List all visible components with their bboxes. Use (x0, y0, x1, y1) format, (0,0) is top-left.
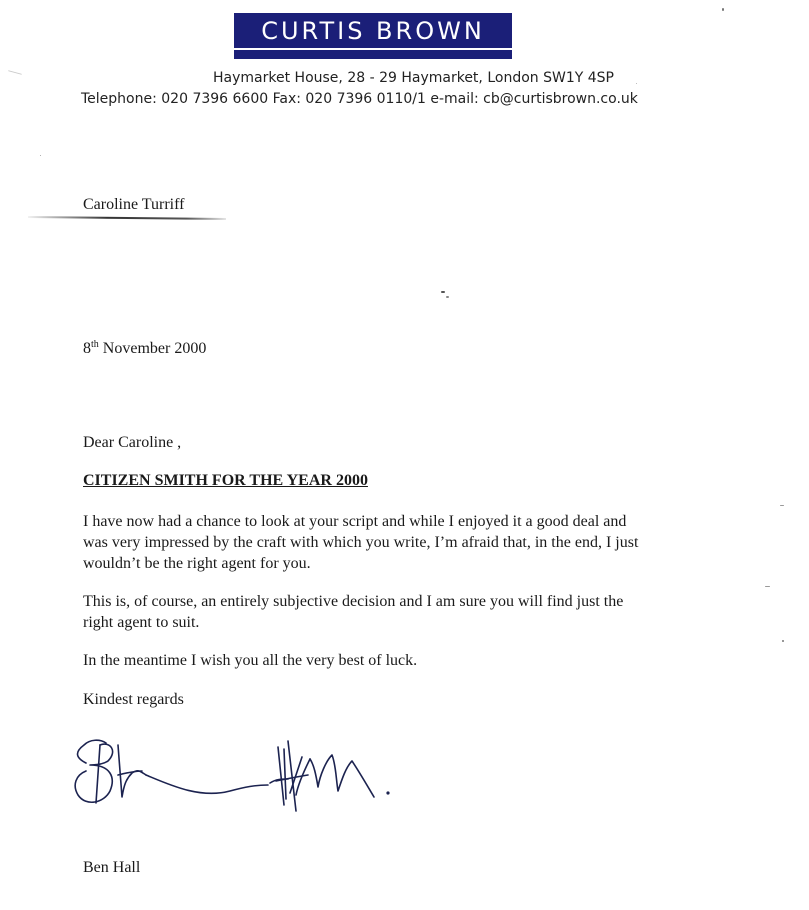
letter-date (83, 335, 206, 359)
subject-heading: CITIZEN SMITH FOR THE YEAR 2000 (83, 472, 368, 489)
recipient-underline (28, 216, 226, 220)
scan-artifact (782, 640, 784, 642)
scan-artifact (40, 155, 41, 156)
date-suffix: th (91, 339, 99, 350)
letterhead-contact: Telephone: 020 7396 6600 Fax: 020 7396 0110/1 e-mail: cb@curtisbrown.co.uk (81, 91, 638, 107)
date-day: 8 (83, 340, 91, 357)
scan-artifact (780, 505, 784, 506)
scan-artifact (765, 586, 770, 587)
curtis-brown-logo (234, 13, 512, 59)
body-line: In the meantime I wish you all the very best of luck. (83, 652, 418, 669)
salutation: Dear Caroline , (83, 434, 182, 451)
handwritten-signature-icon (70, 735, 400, 820)
body-line: wouldn’t be the right agent for you. (83, 555, 311, 572)
body-line: was very impressed by the craft with which you write, I’m afraid that, in the end, I just (83, 534, 639, 551)
body-line: I have now had a chance to look at your script and while I enjoyed it a good deal and (83, 513, 627, 530)
letterhead-address: Haymarket House, 28 - 29 Haymarket, London SW1Y 4SP (213, 70, 614, 86)
logo-text: CURTIS BROWN (261, 17, 485, 45)
body-paragraph-1 (83, 511, 638, 574)
body-line: This is, of course, an entirely subjective decision and I am sure you will find just the (83, 593, 624, 610)
recipient-name: Caroline Turriff (83, 196, 185, 213)
scan-artifact (722, 8, 724, 11)
date-rest: November 2000 (98, 340, 207, 357)
body-line: right agent to suit. (83, 614, 200, 631)
scan-artifact (441, 291, 445, 293)
scan-artifact (636, 83, 637, 84)
body-paragraph-2 (83, 591, 623, 633)
closing: Kindest regards (83, 691, 184, 708)
logo-divider (234, 48, 512, 50)
body-paragraph-3 (83, 650, 417, 671)
signer-name: Ben Hall (83, 859, 141, 876)
scan-artifact (446, 296, 449, 298)
